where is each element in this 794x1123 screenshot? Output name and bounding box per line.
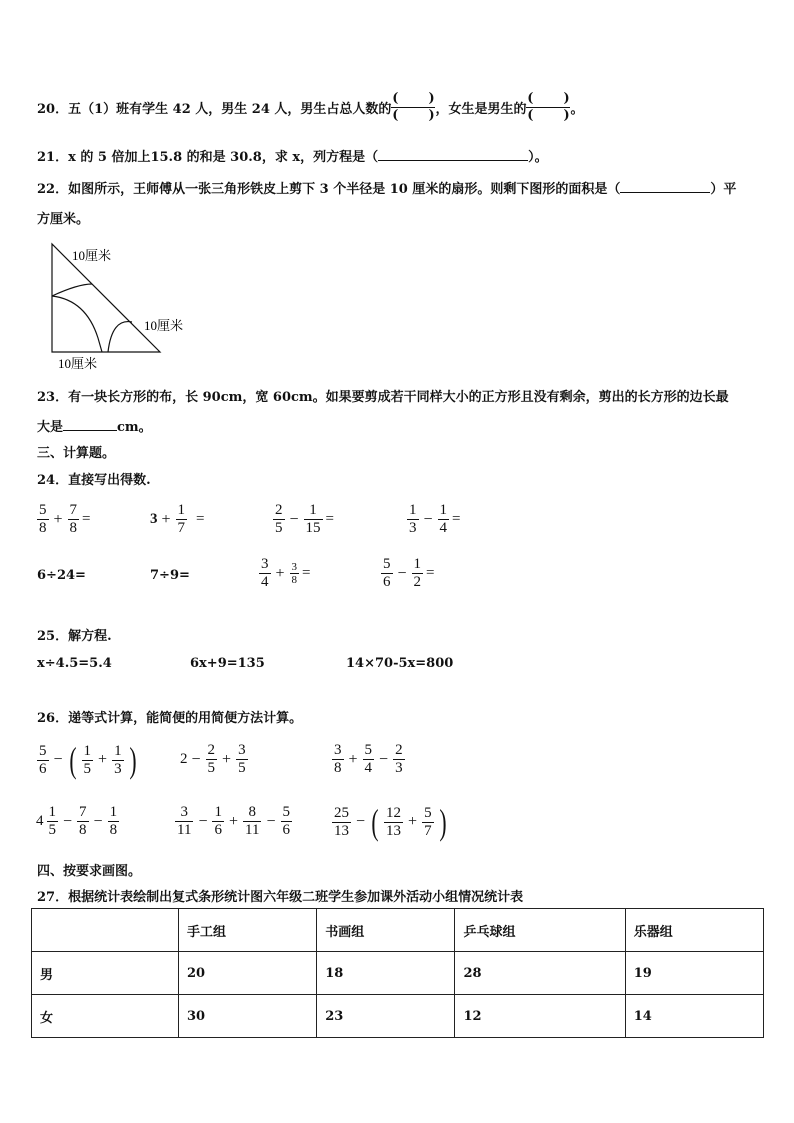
question-text: 五（1）班有学生 42 人，男生 24 人，男生占总人数的 bbox=[68, 101, 392, 117]
question-end: 。 bbox=[570, 101, 584, 117]
equation-1: x÷4.5=5.4 bbox=[37, 656, 112, 671]
expr-24-7: $\frac{3}{4}$ + $\frac{3}{8}$ = bbox=[261, 556, 311, 590]
question-text: ，女生是男生的 bbox=[435, 101, 527, 117]
expr-26-6: $\frac{25}{13}$ − ( $\frac{12}{13}$ + $\frac{5}{7}$ ) bbox=[334, 802, 447, 842]
table-header-cell: 乒乓球组 bbox=[455, 909, 625, 952]
section-title: 四、按要求画图。 bbox=[37, 864, 142, 879]
table-cell: 女 bbox=[32, 995, 179, 1038]
table-cell: 19 bbox=[625, 952, 763, 995]
sector-arc-left bbox=[52, 296, 102, 352]
fraction-blank: ( ) ( ) bbox=[392, 90, 435, 123]
statistics-table bbox=[31, 908, 764, 1038]
expr-26-1: $\frac{5}{6}$ − ( $\frac{1}{5}$ + $\frac{1}{3}$ ) bbox=[39, 740, 137, 780]
expr-24-1: $\frac{5}{8}$ + $\frac{7}{8}$ = bbox=[39, 502, 91, 536]
equation-3: 14×70-5x=800 bbox=[346, 656, 454, 671]
equation-2: 6x+9=135 bbox=[190, 656, 265, 671]
figure-label-hypotenuse-right: 10厘米 bbox=[144, 318, 184, 333]
expr-24-2: 3 + $\frac{1}{7}$ = bbox=[150, 502, 205, 536]
sector-arc-right bbox=[108, 322, 132, 352]
question-text: x 的 5 倍加上15.8 的和是 30.8，求 x，列方程是（ bbox=[68, 150, 379, 165]
question-22-cont: 方厘米。 bbox=[37, 212, 90, 227]
figure-label-bottom: 10厘米 bbox=[58, 356, 98, 371]
table-cell: 30 bbox=[179, 995, 317, 1038]
question-26-title: 26．递等式计算，能简便的用简便方法计算。 bbox=[37, 711, 303, 726]
table-cell: 20 bbox=[179, 952, 317, 995]
expr-24-6: 7÷9= bbox=[150, 568, 190, 583]
expr-26-4: 4 $\frac{1}{5}$ − $\frac{7}{8}$ − $\frac{1}{8}$ bbox=[36, 804, 118, 838]
question-24-title: 24．直接写出得数. bbox=[37, 473, 151, 488]
expr-24-5: 6÷24= bbox=[37, 568, 86, 583]
question-22: 22．如图所示，王师傅从一张三角形铁皮上剪下 3 个半径是 10 厘米的扇形。则剩下图形的面积是（ ）平 bbox=[37, 182, 737, 197]
answer-blank[interactable] bbox=[63, 418, 117, 431]
table-header-cell: 乐器组 bbox=[625, 909, 763, 952]
question-text: 如图所示，王师傅从一张三角形铁皮上剪下 3 个半径是 10 厘米的扇形。则剩下图形的面积是（ bbox=[68, 182, 621, 197]
section-title: 三、计算题。 bbox=[37, 446, 116, 461]
question-text: 有一块长方形的布，长 90cm，宽 60cm。如果要剪成若干同样大小的正方形且没有剩余，剪出的长方形的边长最 bbox=[68, 390, 729, 405]
table-cell: 男 bbox=[32, 952, 179, 995]
expr-26-3: $\frac{3}{8}$ + $\frac{5}{4}$ − $\frac{2}{3}$ bbox=[334, 742, 403, 776]
table-header-cell: 手工组 bbox=[179, 909, 317, 952]
triangle-figure bbox=[40, 238, 210, 373]
table-row bbox=[32, 952, 764, 995]
table-cell: 28 bbox=[455, 952, 625, 995]
expr-26-5: $\frac{3}{11}$ − $\frac{1}{6}$ + $\frac{8}{11}$ − $\frac{5}{6}$ bbox=[177, 804, 290, 838]
question-number: 23． bbox=[37, 390, 69, 405]
table-cell: 14 bbox=[625, 995, 763, 1038]
question-23 bbox=[37, 386, 729, 405]
question-25-title: 25．解方程. bbox=[37, 629, 112, 644]
question-20 bbox=[37, 92, 583, 122]
table-cell: 18 bbox=[317, 952, 455, 995]
expr-24-3: $\frac{2}{5}$ − $\frac{1}{15}$ = bbox=[275, 502, 334, 536]
question-number: 22． bbox=[37, 182, 69, 197]
table-header-row bbox=[32, 909, 764, 952]
table-row bbox=[32, 995, 764, 1038]
fraction-blank: ( ) ( ) bbox=[527, 90, 570, 123]
answer-blank[interactable] bbox=[378, 148, 528, 161]
question-number: 21． bbox=[37, 150, 69, 165]
expr-26-2: 2 − $\frac{2}{5}$ + $\frac{3}{5}$ bbox=[180, 742, 246, 776]
table-header-cell bbox=[32, 909, 179, 952]
expr-24-4: $\frac{1}{3}$ − $\frac{1}{4}$ = bbox=[409, 502, 461, 536]
question-21: 21．x 的 5 倍加上15.8 的和是 30.8，求 x，列方程是（ ）。 bbox=[37, 150, 548, 165]
figure-label-hypotenuse-top: 10厘米 bbox=[72, 248, 112, 263]
expr-24-8: $\frac{5}{6}$ − $\frac{1}{2}$ = bbox=[383, 556, 435, 590]
sector-arc-top bbox=[52, 284, 92, 296]
table-cell: 23 bbox=[317, 995, 455, 1038]
question-number: 20． bbox=[37, 101, 69, 117]
question-23-cont: 大是 cm。 bbox=[37, 420, 152, 435]
table-header-cell: 书画组 bbox=[317, 909, 455, 952]
question-27-title: 27．根据统计表绘制出复式条形统计图六年级二班学生参加课外活动小组情况统计表 bbox=[37, 890, 524, 905]
answer-blank[interactable] bbox=[620, 180, 710, 193]
table-cell: 12 bbox=[455, 995, 625, 1038]
